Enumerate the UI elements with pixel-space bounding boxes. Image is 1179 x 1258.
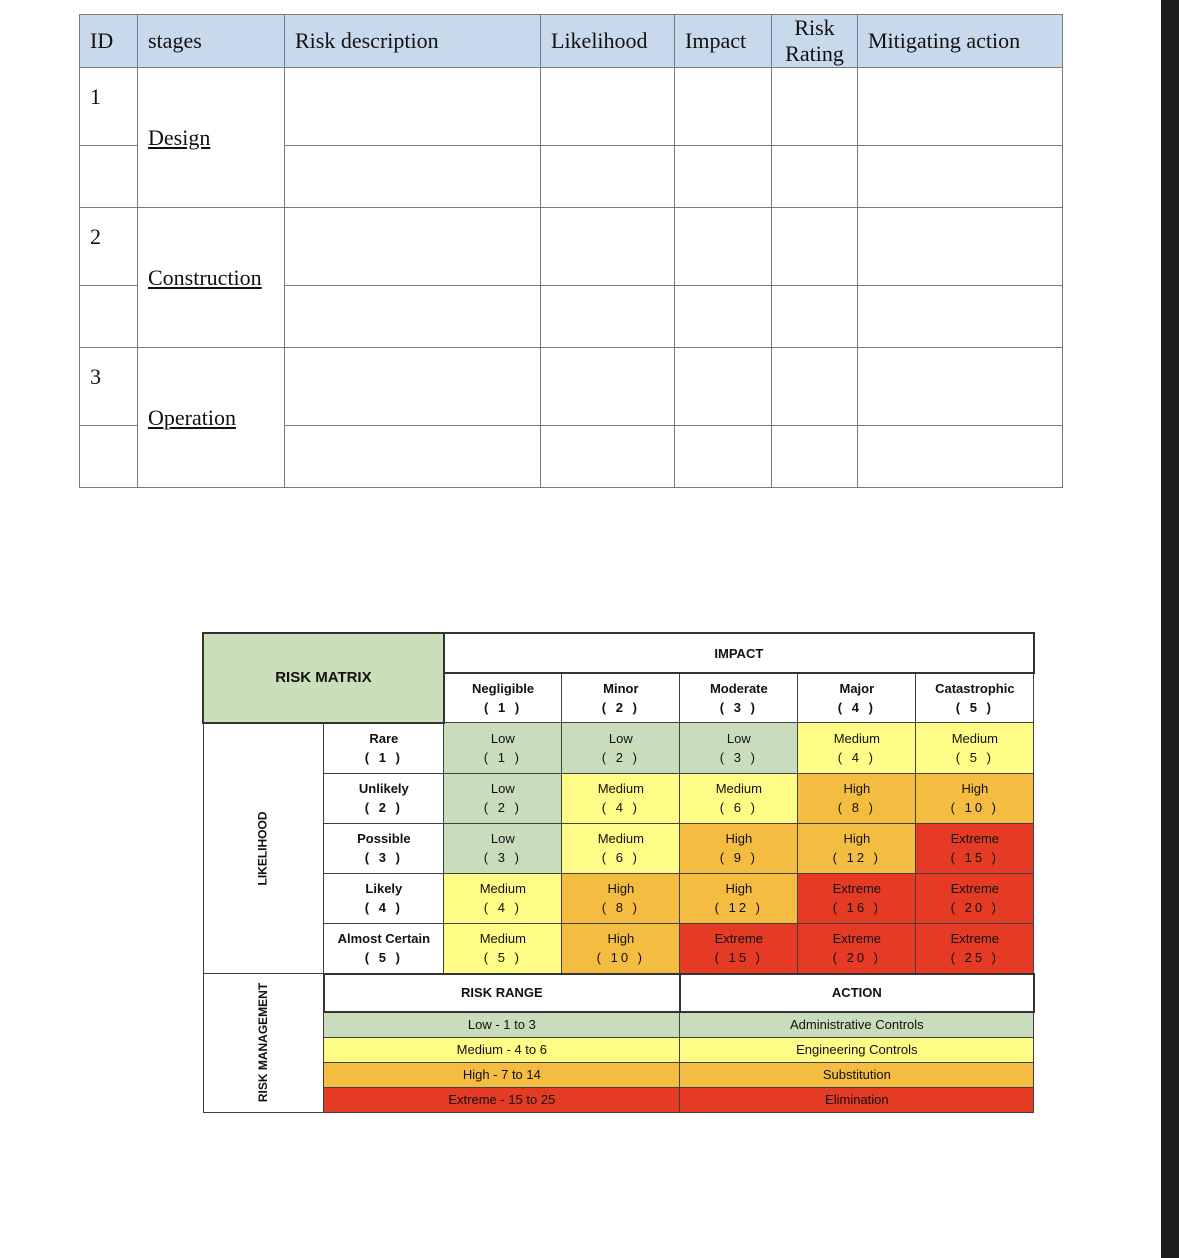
range-row [203, 1062, 1034, 1087]
range-row [203, 1037, 1034, 1062]
likelihood-level [324, 923, 444, 974]
likelihood-level-score: ( 1 ) [364, 750, 403, 765]
cell-empty[interactable] [541, 286, 675, 348]
matrix-cell: Medium ( 4 ) [562, 773, 680, 823]
matrix-cell: High ( 12 ) [798, 823, 916, 873]
cell-empty[interactable] [541, 146, 675, 208]
cell-empty[interactable] [675, 68, 772, 146]
cell-empty[interactable] [858, 348, 1063, 426]
likelihood-level-name: Unlikely [358, 781, 409, 796]
cell-empty[interactable] [772, 348, 858, 426]
cell-empty[interactable] [675, 348, 772, 426]
impact-level-score: ( 4 ) [837, 700, 876, 715]
matrix-title: RISK MATRIX [203, 633, 444, 723]
row-stage: Operation [138, 348, 285, 488]
impact-label: IMPACT [444, 633, 1034, 673]
cell-empty[interactable] [675, 208, 772, 286]
likelihood-level-score: ( 4 ) [364, 900, 403, 915]
row-stage: Construction [138, 208, 285, 348]
matrix-cell: Extreme ( 25 ) [916, 923, 1034, 974]
likelihood-row [203, 823, 1034, 873]
likelihood-level-name: Almost Certain [337, 931, 431, 946]
row-stage: Design [138, 68, 285, 208]
matrix-cell: Medium ( 4 ) [798, 723, 916, 774]
risk-range-header: RISK RANGE [324, 974, 680, 1012]
likelihood-level-name: Likely [365, 881, 403, 896]
cell-empty[interactable] [541, 208, 675, 286]
cell-empty [80, 146, 138, 208]
cell-empty[interactable] [285, 68, 541, 146]
likelihood-level-name: Possible [357, 831, 411, 846]
header-risk-rating-line1: Risk [794, 15, 835, 40]
impact-level [562, 673, 680, 723]
impact-level [916, 673, 1034, 723]
likelihood-level [324, 773, 444, 823]
action-low: Administrative Controls [680, 1012, 1034, 1038]
cell-empty[interactable] [541, 348, 675, 426]
action-high: Substitution [680, 1062, 1034, 1087]
header-stages: stages [138, 15, 285, 68]
impact-level-name: Negligible [472, 681, 535, 696]
impact-level-score: ( 5 ) [955, 700, 994, 715]
matrix-cell: Low ( 2 ) [562, 723, 680, 774]
likelihood-level-name: Rare [369, 731, 399, 746]
header-id: ID [80, 15, 138, 68]
cell-empty[interactable] [858, 146, 1063, 208]
cell-empty[interactable] [675, 426, 772, 488]
impact-level [444, 673, 562, 723]
matrix-cell: Low ( 2 ) [444, 773, 562, 823]
impact-level-score: ( 2 ) [601, 700, 640, 715]
cell-empty[interactable] [858, 286, 1063, 348]
likelihood-level-score: ( 2 ) [364, 800, 403, 815]
row-id: 3 [80, 348, 138, 426]
matrix-cell: Extreme ( 16 ) [798, 873, 916, 923]
cell-empty[interactable] [285, 348, 541, 426]
risk-register-table [79, 14, 1063, 488]
risk-range-low: Low - 1 to 3 [324, 1012, 680, 1038]
row-id: 1 [80, 68, 138, 146]
cell-empty[interactable] [541, 68, 675, 146]
impact-level [680, 673, 798, 723]
risk-range-high: High - 7 to 14 [324, 1062, 680, 1087]
likelihood-level [324, 823, 444, 873]
likelihood-row [203, 723, 1034, 774]
likelihood-level-score: ( 5 ) [364, 950, 403, 965]
table-row [80, 348, 1063, 426]
impact-level-score: ( 1 ) [484, 700, 523, 715]
cell-empty[interactable] [285, 146, 541, 208]
scrollbar[interactable] [1161, 0, 1179, 1258]
row-id: 2 [80, 208, 138, 286]
impact-level [798, 673, 916, 723]
cell-empty[interactable] [772, 68, 858, 146]
matrix-cell: Low ( 3 ) [680, 723, 798, 774]
table-row [80, 68, 1063, 146]
matrix-cell: High ( 10 ) [562, 923, 680, 974]
cell-empty[interactable] [541, 426, 675, 488]
matrix-cell: High ( 8 ) [798, 773, 916, 823]
matrix-cell: Extreme ( 20 ) [798, 923, 916, 974]
matrix-cell: Medium ( 5 ) [444, 923, 562, 974]
cell-empty[interactable] [858, 426, 1063, 488]
likelihood-row [203, 923, 1034, 974]
risk-matrix [202, 632, 1035, 1113]
matrix-cell: High ( 8 ) [562, 873, 680, 923]
action-header: ACTION [680, 974, 1034, 1012]
impact-level-name: Catastrophic [935, 681, 1015, 696]
action-extreme: Elimination [680, 1087, 1034, 1112]
matrix-cell: Medium ( 6 ) [562, 823, 680, 873]
matrix-cell: Extreme ( 15 ) [680, 923, 798, 974]
action-medium: Engineering Controls [680, 1037, 1034, 1062]
header-risk-rating [772, 15, 858, 68]
cell-empty [80, 286, 138, 348]
range-row [203, 1012, 1034, 1038]
likelihood-level-score: ( 3 ) [364, 850, 403, 865]
cell-empty[interactable] [285, 426, 541, 488]
impact-level-name: Minor [603, 681, 639, 696]
cell-empty [80, 426, 138, 488]
matrix-cell: High ( 10 ) [916, 773, 1034, 823]
matrix-cell: Low ( 3 ) [444, 823, 562, 873]
cell-empty[interactable] [858, 208, 1063, 286]
cell-empty[interactable] [675, 286, 772, 348]
cell-empty[interactable] [675, 146, 772, 208]
cell-empty[interactable] [285, 286, 541, 348]
cell-empty[interactable] [772, 208, 858, 286]
impact-level-name: Major [839, 681, 875, 696]
likelihood-level [324, 873, 444, 923]
matrix-cell: Extreme ( 15 ) [916, 823, 1034, 873]
header-impact: Impact [675, 15, 772, 68]
risk-range-extreme: Extreme - 15 to 25 [324, 1087, 680, 1112]
header-risk-description: Risk description [285, 15, 541, 68]
matrix-cell: Medium ( 6 ) [680, 773, 798, 823]
likelihood-row [203, 773, 1034, 823]
cell-empty[interactable] [858, 68, 1063, 146]
likelihood-row [203, 873, 1034, 923]
table-row [80, 208, 1063, 286]
risk-range-medium: Medium - 4 to 6 [324, 1037, 680, 1062]
range-row [203, 1087, 1034, 1112]
cell-empty[interactable] [772, 286, 858, 348]
header-likelihood: Likelihood [541, 15, 675, 68]
matrix-cell: Medium ( 4 ) [444, 873, 562, 923]
matrix-cell: Extreme ( 20 ) [916, 873, 1034, 923]
risk-management-label: RISK MANAGEMENT [203, 974, 324, 1113]
header-risk-rating-line2: Rating [785, 41, 844, 66]
impact-level-name: Moderate [709, 681, 768, 696]
matrix-cell: High ( 12 ) [680, 873, 798, 923]
impact-level-score: ( 3 ) [719, 700, 758, 715]
cell-empty[interactable] [285, 208, 541, 286]
likelihood-level [324, 723, 444, 774]
likelihood-label: LIKELIHOOD [203, 723, 324, 974]
matrix-cell: Low ( 1 ) [444, 723, 562, 774]
header-mitigating-action: Mitigating action [858, 15, 1063, 68]
cell-empty[interactable] [772, 146, 858, 208]
register-header-row [80, 15, 1063, 68]
cell-empty[interactable] [772, 426, 858, 488]
matrix-cell: Medium ( 5 ) [916, 723, 1034, 774]
matrix-cell: High ( 9 ) [680, 823, 798, 873]
